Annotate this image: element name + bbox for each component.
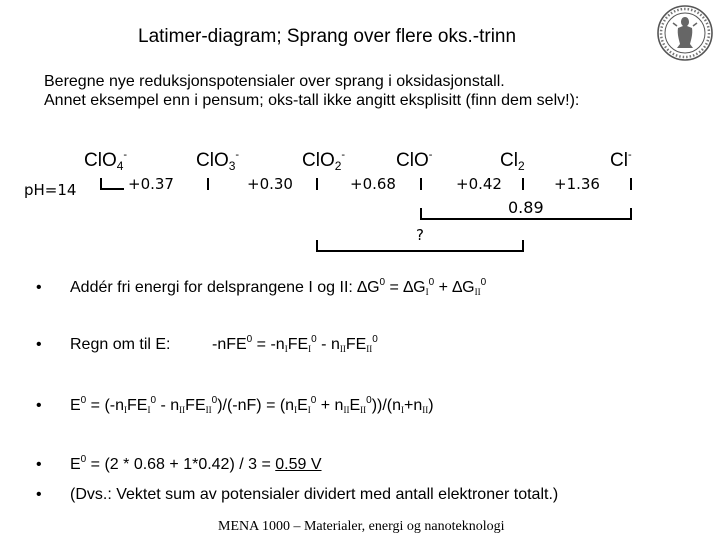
- bullet-5: (Dvs.: Vektet sum av potensialer dividert med antall elektroner totalt.): [70, 486, 559, 503]
- species-cl-minus: Cl-: [610, 149, 632, 171]
- baseline: [100, 188, 124, 190]
- bullet-4-formula: $E^0 = (2 * 0.68 + 1*0.42) / 3 = 0.59$ V: [70, 454, 322, 473]
- potential-step-1: +0.37: [128, 175, 174, 193]
- result-value: 0.59 V: [275, 456, 322, 473]
- bullet-3-formula: $E^0$ = (-nIFEI$^0$ - nIIFEII$^0$)/(-nF) = (nIEI$^0$ + nIIEII$^0$))/(nI+nII): [70, 395, 434, 415]
- potential-step-4: +0.42: [456, 175, 502, 193]
- tick: [316, 178, 318, 190]
- tick: [207, 178, 209, 190]
- potential-step-2: +0.30: [247, 175, 293, 193]
- ph-label: pH=14: [24, 181, 77, 199]
- combined-potential: 0.89: [508, 198, 544, 217]
- tick: [522, 178, 524, 190]
- species-clo2: ClO$_2$-: [302, 149, 346, 173]
- species-cl2: $Cl_2$: [500, 150, 525, 173]
- bracket-tick: [630, 208, 632, 220]
- species-clo4: ClO$_4$-: [84, 149, 128, 173]
- potential-step-3: +0.68: [350, 175, 396, 193]
- bullet-dot: •: [36, 336, 42, 353]
- bullet-dot: •: [36, 486, 42, 503]
- bullet-dot: •: [36, 397, 42, 414]
- tick: [630, 178, 632, 190]
- intro-line-1: Beregne nye reduksjonspotensialer over sprang i oksidasjonstall.: [44, 73, 505, 90]
- bullet-2-formula: -nFE$^0$ = -nIFEI$^0$ - nIIFEII$^0$: [212, 334, 378, 354]
- bracket-0-89: [420, 218, 632, 220]
- bullet-dot: •: [36, 456, 42, 473]
- bracket-tick: [522, 240, 524, 252]
- intro-line-2: Annet eksempel enn i pensum; oks-tall ikke angitt eksplisitt (finn dem selv!):: [44, 92, 580, 109]
- species-clo: ClO-: [396, 149, 433, 171]
- bullet-1: Addér fri energi for delsprangene I og II: $\Delta G^0 = \Delta GI^0 + \Delta GII^0$: [70, 277, 487, 297]
- tick: [420, 178, 422, 190]
- university-seal-icon: [656, 4, 714, 62]
- bracket-unknown: [316, 250, 524, 252]
- bullet-2-lead: Regn om til E:: [70, 336, 171, 353]
- unknown-potential: ?: [416, 226, 424, 244]
- page-title: Latimer-diagram; Sprang over flere oks.-trinn: [138, 26, 517, 47]
- potential-step-5: +1.36: [554, 175, 600, 193]
- bullet-dot: •: [36, 279, 42, 296]
- footer-course: MENA 1000 – Materialer, energi og nanoteknologi: [218, 519, 505, 534]
- species-clo3: ClO$_3$-: [196, 149, 240, 173]
